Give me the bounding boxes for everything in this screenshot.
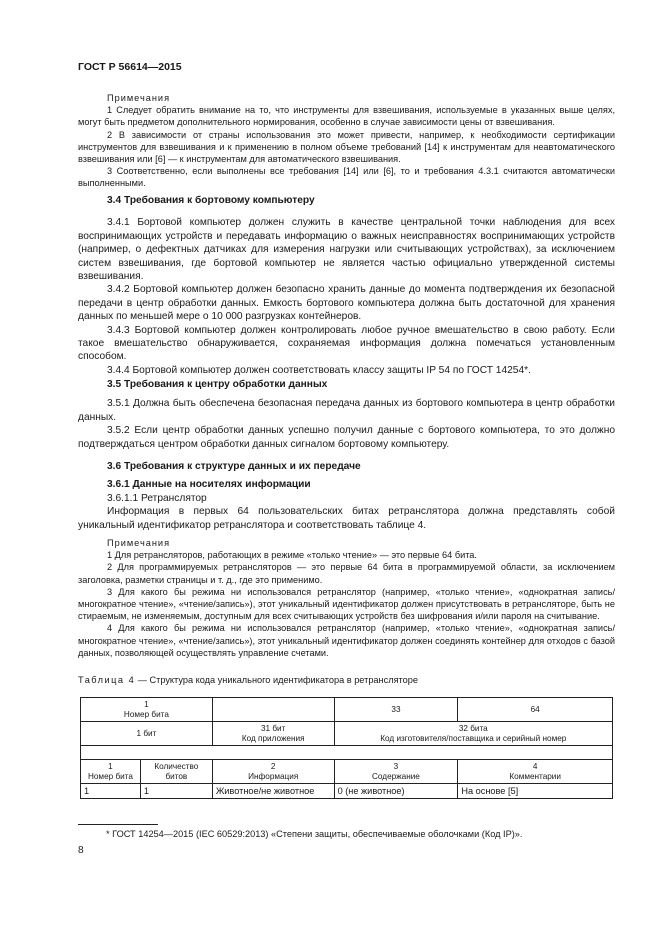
section-3-6	[78, 460, 615, 532]
section-heading: 3.5 Требования к центру обработки данных	[107, 379, 328, 390]
table-cell: 1 Номер бита	[81, 760, 141, 784]
note-item: 3 Соответственно, если выполнены все требования [14] или [6], то и требования 4.3.1 считаются автоматически выполненными.	[78, 166, 615, 189]
table-cell: 1 Номер бита	[81, 698, 213, 722]
note-item: 1 Следует обратить внимание на то, что инструменты для взвешивания, используемые в указанных выше целях, могут быть предметом дополнительного нормирования, особенно в случае зависимости цены от взвешивания.	[78, 105, 615, 128]
notes-label: Примечания	[107, 538, 171, 548]
table-cell	[212, 698, 334, 722]
table-cell: 33	[334, 698, 458, 722]
table-caption	[78, 675, 418, 685]
table-cell: 1 бит	[81, 722, 213, 746]
table-cell: 1	[81, 784, 141, 799]
table-cell: 2 Информация	[212, 760, 334, 784]
note-item: 3 Для какого бы режима ни использовался ретранслятор (например, «только чтение», «однократная запись/многократное чтение», «чтение/запись»), этот уникальный идентификатор должен присутствовать в ретрансляторе, быть не стираемым, не изменяемым, доступным для всех считывающих устройств без шифрования и/или пароля на считывание.	[78, 586, 615, 622]
paragraph: 3.5.2 Если центр обработки данных успешно получил данные с бортового компьютера, то это должно подтверждаться центром обработки данных сигналом бортовому компьютеру.	[78, 425, 615, 450]
paragraph: Информация в первых 64 пользовательских битах ретранслятора должна представлять собой уникальный идентификатор ретранслятора и соответствовать таблице 4.	[78, 506, 615, 531]
table-cell	[81, 746, 613, 760]
paragraph: 3.4.3 Бортовой компьютер должен контролировать любое ручное вмешательство в свою работу. Если такое вмешательство обнаруживается, сохраняемая информация должна помечаться установленным способом.	[78, 324, 615, 363]
table-row	[81, 760, 613, 784]
paragraph: 3.5.1 Должна быть обеспечена безопасная передача данных из бортового компьютера в центр обработки данных.	[78, 398, 615, 423]
section-heading: 3.4 Требования к бортовому компьютеру	[107, 195, 315, 206]
table-4	[80, 697, 613, 799]
paragraph: 3.4.2 Бортовой компьютер должен безопасно хранить данные до момента подтверждения их безопасной передачи в центр обработки данных. Емкость бортового компьютера должна быть достаточной для хранения данных по меньшей мере о 10 000 разгрузках контейнеров.	[78, 284, 615, 323]
note-item: 2 В зависимости от страны использования это может привести, например, к необходимости сертификации инструментов для взвешивания и к применению в полном объеме требований [14] к инструментам для неавтоматического взвешивания или [6] — к инструментам для автоматического взвешивания.	[78, 129, 615, 165]
document-header: ГОСТ Р 56614—2015	[78, 61, 182, 73]
subsection-title: 3.6.1.1 Ретранслятор	[107, 492, 207, 504]
table-caption-text: — Структура кода уникального идентификатора в ретрансляторе	[135, 675, 418, 685]
table-cell: Количество битов	[140, 760, 212, 784]
table-cell: Животное/не животное	[212, 784, 334, 799]
table-cell: На основе [5]	[458, 784, 613, 799]
table-row	[81, 722, 613, 746]
table-row	[81, 698, 613, 722]
table-cell: 32 бита Код изготовителя/поставщика и серийный номер	[334, 722, 612, 746]
paragraph: 3.4.1 Бортовой компьютер должен служить в качестве центральной точки наблюдения для всех воспринимающих устройств и передавать информацию о важных неисправностях воспринимающих устройств (например, о дефектных датчиках для измерения нагрузки или считывающих устройствах), за исключением систем взвешивания, где бортовой компьютер не является частью официально утвержденной системы взвешивания.	[78, 217, 615, 283]
footnote: * ГОСТ 14254—2015 (IEC 60529:2013) «Степени защиты, обеспечиваемые оболочками (Код IP)».	[106, 829, 523, 839]
subsection-heading: 3.6.1 Данные на носителях информации	[107, 479, 311, 491]
footnote-divider	[78, 824, 158, 825]
table-cell: 1	[140, 784, 212, 799]
table-caption-label: Таблица 4	[78, 675, 136, 685]
note-item: 1 Для ретрансляторов, работающих в режиме «только чтение» — это первые 64 бита.	[107, 550, 477, 561]
table-cell: 0 (не животное)	[334, 784, 458, 799]
section-3-4	[78, 194, 615, 377]
notes-label: Примечания	[107, 93, 171, 103]
paragraph: 3.4.4 Бортовой компьютер должен соответствовать классу защиты IP 54 по ГОСТ 14254*.	[107, 364, 531, 376]
section-heading: 3.6 Требования к структуре данных и их передаче	[107, 461, 361, 472]
notes-block-2	[78, 537, 615, 659]
table-cell: 3 Содержание	[334, 760, 458, 784]
table-cell: 64	[458, 698, 613, 722]
table-row	[81, 784, 613, 799]
note-item: 4 Для какого бы режима ни использовался ретранслятор (например, «только чтение», «однократная запись/многократное чтение», «чтение/запись»), этот уникальный идентификатор должен соединять контейнер для отходов с базой данных, позволяющей осуществлять управление счетами.	[78, 623, 615, 658]
page-number: 8	[78, 845, 84, 856]
section-3-5	[78, 378, 615, 451]
table-cell: 31 бит Код приложения	[212, 722, 334, 746]
table-row	[81, 746, 613, 760]
table-cell: 4 Комментарии	[458, 760, 613, 784]
notes-block-1	[78, 92, 615, 190]
note-item: 2 Для программируемых ретрансляторов — это первые 64 бита в программируемой области, за исключением заголовка, разметки страницы и т. д., где это применимо.	[78, 562, 615, 585]
